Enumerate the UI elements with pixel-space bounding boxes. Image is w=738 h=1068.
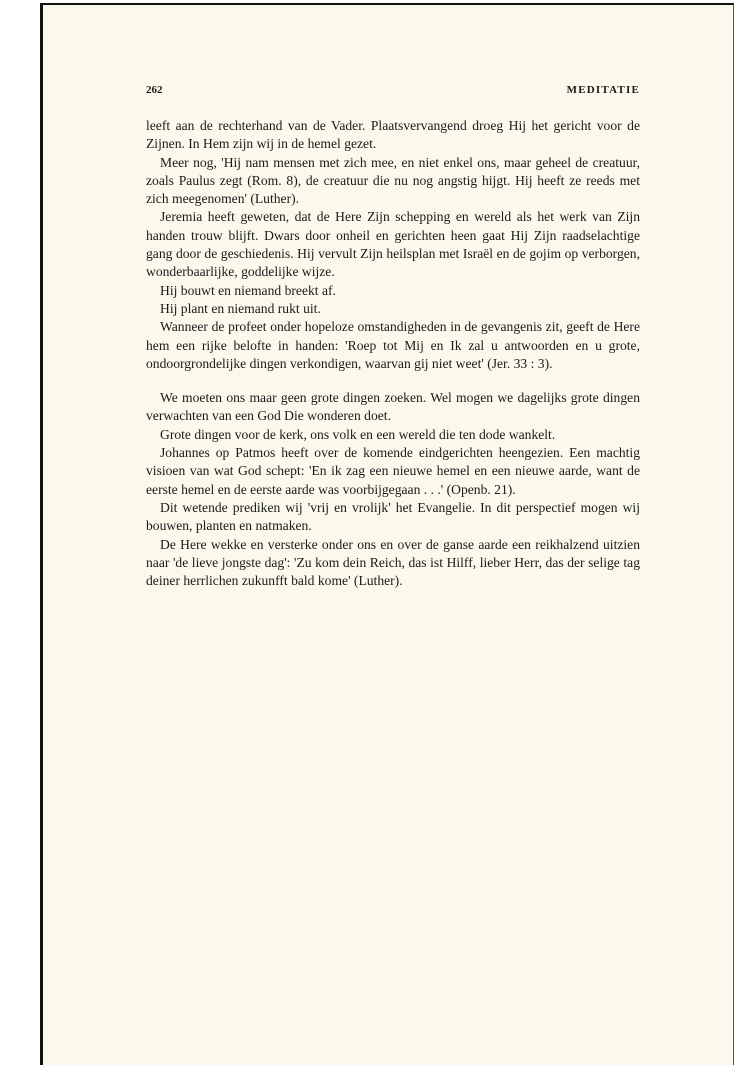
paragraph: Grote dingen voor de kerk, ons volk en een wereld die ten dode wankelt. [160, 426, 556, 442]
paragraph: Hij bouwt en niemand breekt af. [160, 282, 336, 298]
paragraph: Meer nog, 'Hij nam mensen met zich mee, en niet enkel ons, maar geheel de creatuur, zoals Paulus zegt (Rom. 8), de creatuur die nu nog angstig hijgt. Hij heeft ze reeds met zich meegenomen' (Luther). [146, 154, 640, 207]
paragraph: Dit wetende prediken wij 'vrij en vrolijk' het Evangelie. In dit perspectief mogen wij bouwen, planten en natmaken. [146, 499, 640, 534]
paragraph: We moeten ons maar geen grote dingen zoeken. Wel mogen we dagelijks grote dingen verwachten van een God Die wonderen doet. [146, 390, 640, 424]
paragraph: Hij plant en niemand rukt uit. [160, 300, 321, 316]
text-body [146, 117, 640, 590]
page-number: 262 [146, 84, 163, 96]
paragraph: Jeremia heeft geweten, dat de Here Zijn schepping en wereld als het werk van Zijn handen trouw blijft. Dwars door onheil en gerichten heen gaat Hij Zijn raadselachtige gang door de geschiedenis. Hij vervult Zijn heilsplan met Israël en de gojim op verborgen, wonderbaarlijke, goddelijke wijze. [146, 209, 640, 280]
page-header [146, 84, 640, 96]
section-break [146, 373, 640, 389]
paragraph: Wanneer de profeet onder hopeloze omstandigheden in de gevangenis zit, geeft de Here hem een rijke belofte in handen: 'Roep tot Mij en Ik zal u antwoorden en u grote, ondoorgrondelijke dingen verkondigen, waarvan gij niet weet' (Jer. 33 : 3). [146, 319, 640, 371]
paragraph: leeft aan de rechterhand van de Vader. Plaatsvervangend droeg Hij het gericht voor de Zijnen. In Hem zijn wij in de hemel gezet. [146, 118, 640, 152]
paragraph: Johannes op Patmos heeft over de komende eindgerichten heengezien. Een machtig visioen van wat God schept: 'En ik zag een nieuwe hemel en een nieuwe aarde, want de eerste hemel en de eerste aarde was voorbijgegaan . . .' (Openb. 21). [146, 445, 640, 497]
paragraph: De Here wekke en versterke onder ons en over de ganse aarde een reikhalzend uitzien naar 'de lieve jongste dag': 'Zu kom dein Reich, das ist Hilff, lieber Herr, das der selige tag deiner herrlichen zukunfft bald kome' (Luther). [146, 536, 640, 589]
running-title: MEDITATIE [566, 84, 640, 96]
